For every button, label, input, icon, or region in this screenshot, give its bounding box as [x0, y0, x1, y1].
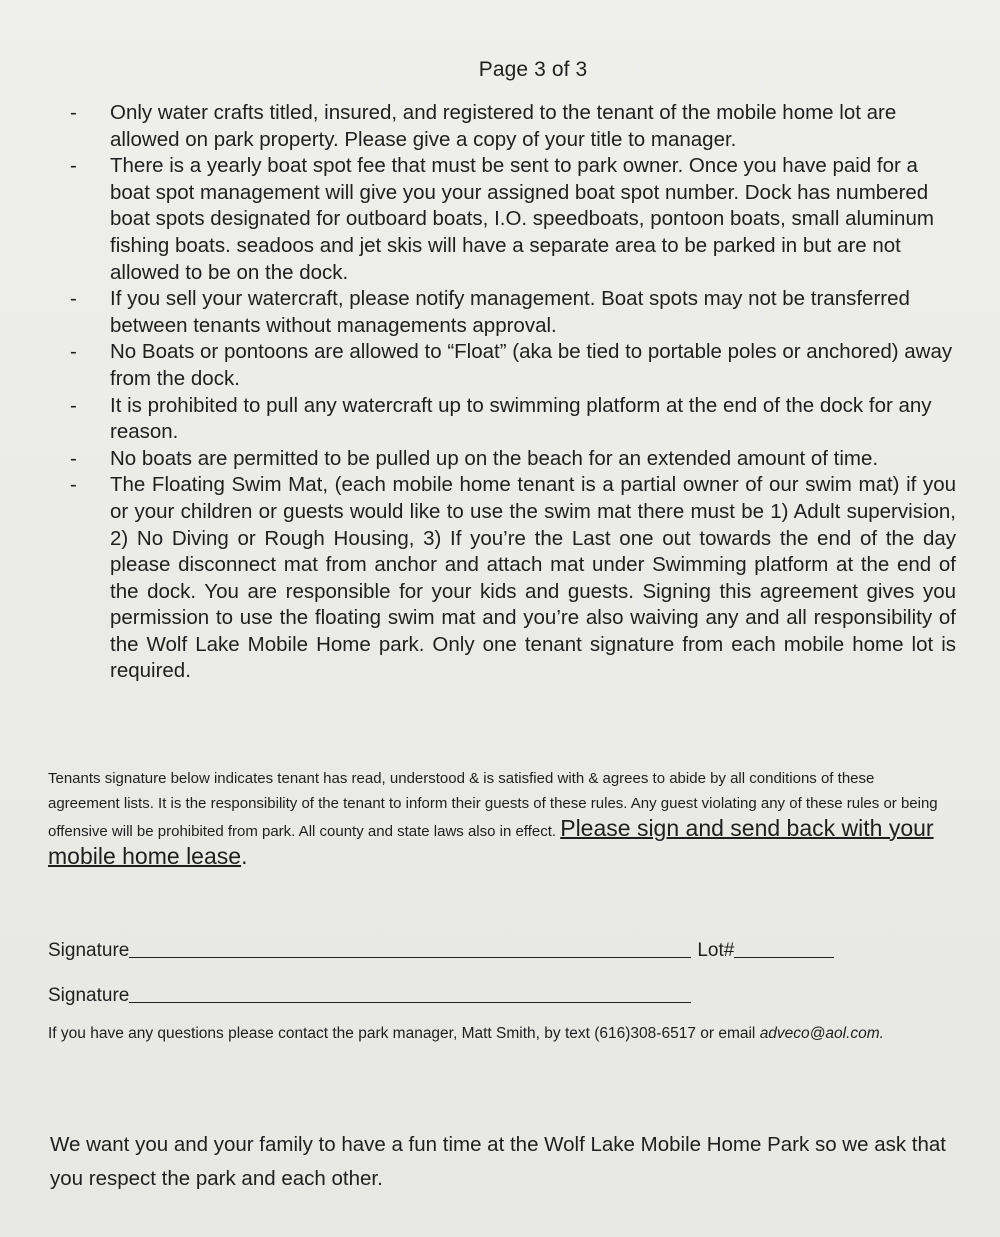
closing-message: We want you and your family to have a fun time at the Wolf Lake Mobile Home Park so we ask that you respect the park and each other.	[50, 1133, 946, 1190]
bullet-dash: -	[70, 473, 77, 497]
signature-line[interactable]	[129, 956, 691, 958]
bullet-dash: -	[70, 154, 77, 178]
rule-item	[66, 153, 956, 286]
lot-label: Lot#	[697, 940, 735, 961]
rule-item	[66, 446, 956, 473]
rule-text: There is a yearly boat spot fee that must be sent to park owner. Once you have paid for a boat spot management will give you your assigned boat spot number. Dock has numbered boat spots designated for outboard boats, I.O. speedboats, pontoon boats, small aluminum fishing boats. seadoos and jet skis will have a separate area to be parked in but are not allowed to be on the dock.	[110, 154, 934, 284]
rules-list	[66, 100, 956, 685]
rule-text: Only water crafts titled, insured, and registered to the tenant of the mobile home lot are allowed on park property. Please give a copy of your title to manager.	[110, 101, 897, 151]
rule-text: No boats are permitted to be pulled up on the beach for an extended amount of time.	[110, 446, 879, 470]
signature-line[interactable]	[129, 1001, 691, 1003]
rule-text: No Boats or pontoons are allowed to “Float” (aka be tied to portable poles or anchored) away from the dock.	[110, 340, 953, 390]
notice-text: Tenants signature below indicates tenant has read, understood & is satisfied with & agrees to abide by all conditions of these agreement lists. It is the responsibility of the tenant to inform their guests of these rules. Any guest violating any of these rules or being offensive will be prohibited from park. All county and state laws also in effect.	[48, 770, 938, 840]
rule-item	[66, 100, 956, 153]
rule-text: If you sell your watercraft, please notify management. Boat spots may not be transferred between tenants without managements approval.	[110, 287, 910, 337]
agreement-notice	[48, 766, 950, 872]
signature-label: Signature	[48, 985, 130, 1006]
bullet-dash: -	[70, 340, 77, 364]
signature-label: Signature	[48, 940, 130, 961]
signature-row-2	[48, 985, 691, 1007]
page-number: Page 3 of 3	[478, 58, 588, 81]
rule-item	[66, 393, 956, 446]
contact-email: adveco@aol.com.	[759, 1025, 884, 1042]
rule-text: It is prohibited to pull any watercraft up to swimming platform at the end of the dock for any reason.	[110, 393, 932, 444]
contact-info	[48, 1020, 950, 1048]
bullet-dash: -	[70, 393, 77, 417]
rule-item	[66, 286, 956, 339]
contact-text: If you have any questions please contact the park manager, Matt Smith, by text (616)308-6517 or email	[48, 1025, 760, 1042]
bullet-dash: -	[70, 446, 77, 470]
notice-emphasis-end: .	[241, 843, 248, 869]
rule-item	[66, 472, 956, 685]
rule-text: The Floating Swim Mat, (each mobile home tenant is a partial owner of our swim mat) if you or your children or guests would like to use the swim mat there must be 1) Adult supervision, 2) No Diving or Rough Housing, 3) If you’re the Last one out towards the end of the day please disconnect mat from anchor and attach mat under Swimming platform at the end of the dock. You are responsible for your kids and guests. Signing this agreement gives you permission to use the floating swim mat and you’re also waiving any and all responsibility of the Wolf Lake Mobile Home park. Only one tenant signature from each mobile home lot is required.	[110, 473, 956, 683]
notice-emphasis: Please sign and send back with your mobile home lease	[48, 815, 934, 869]
bullet-dash: -	[70, 101, 77, 124]
signature-row-1	[48, 940, 834, 962]
rule-item	[66, 339, 956, 392]
bullet-dash: -	[70, 287, 77, 311]
lot-number-line[interactable]	[734, 956, 834, 958]
